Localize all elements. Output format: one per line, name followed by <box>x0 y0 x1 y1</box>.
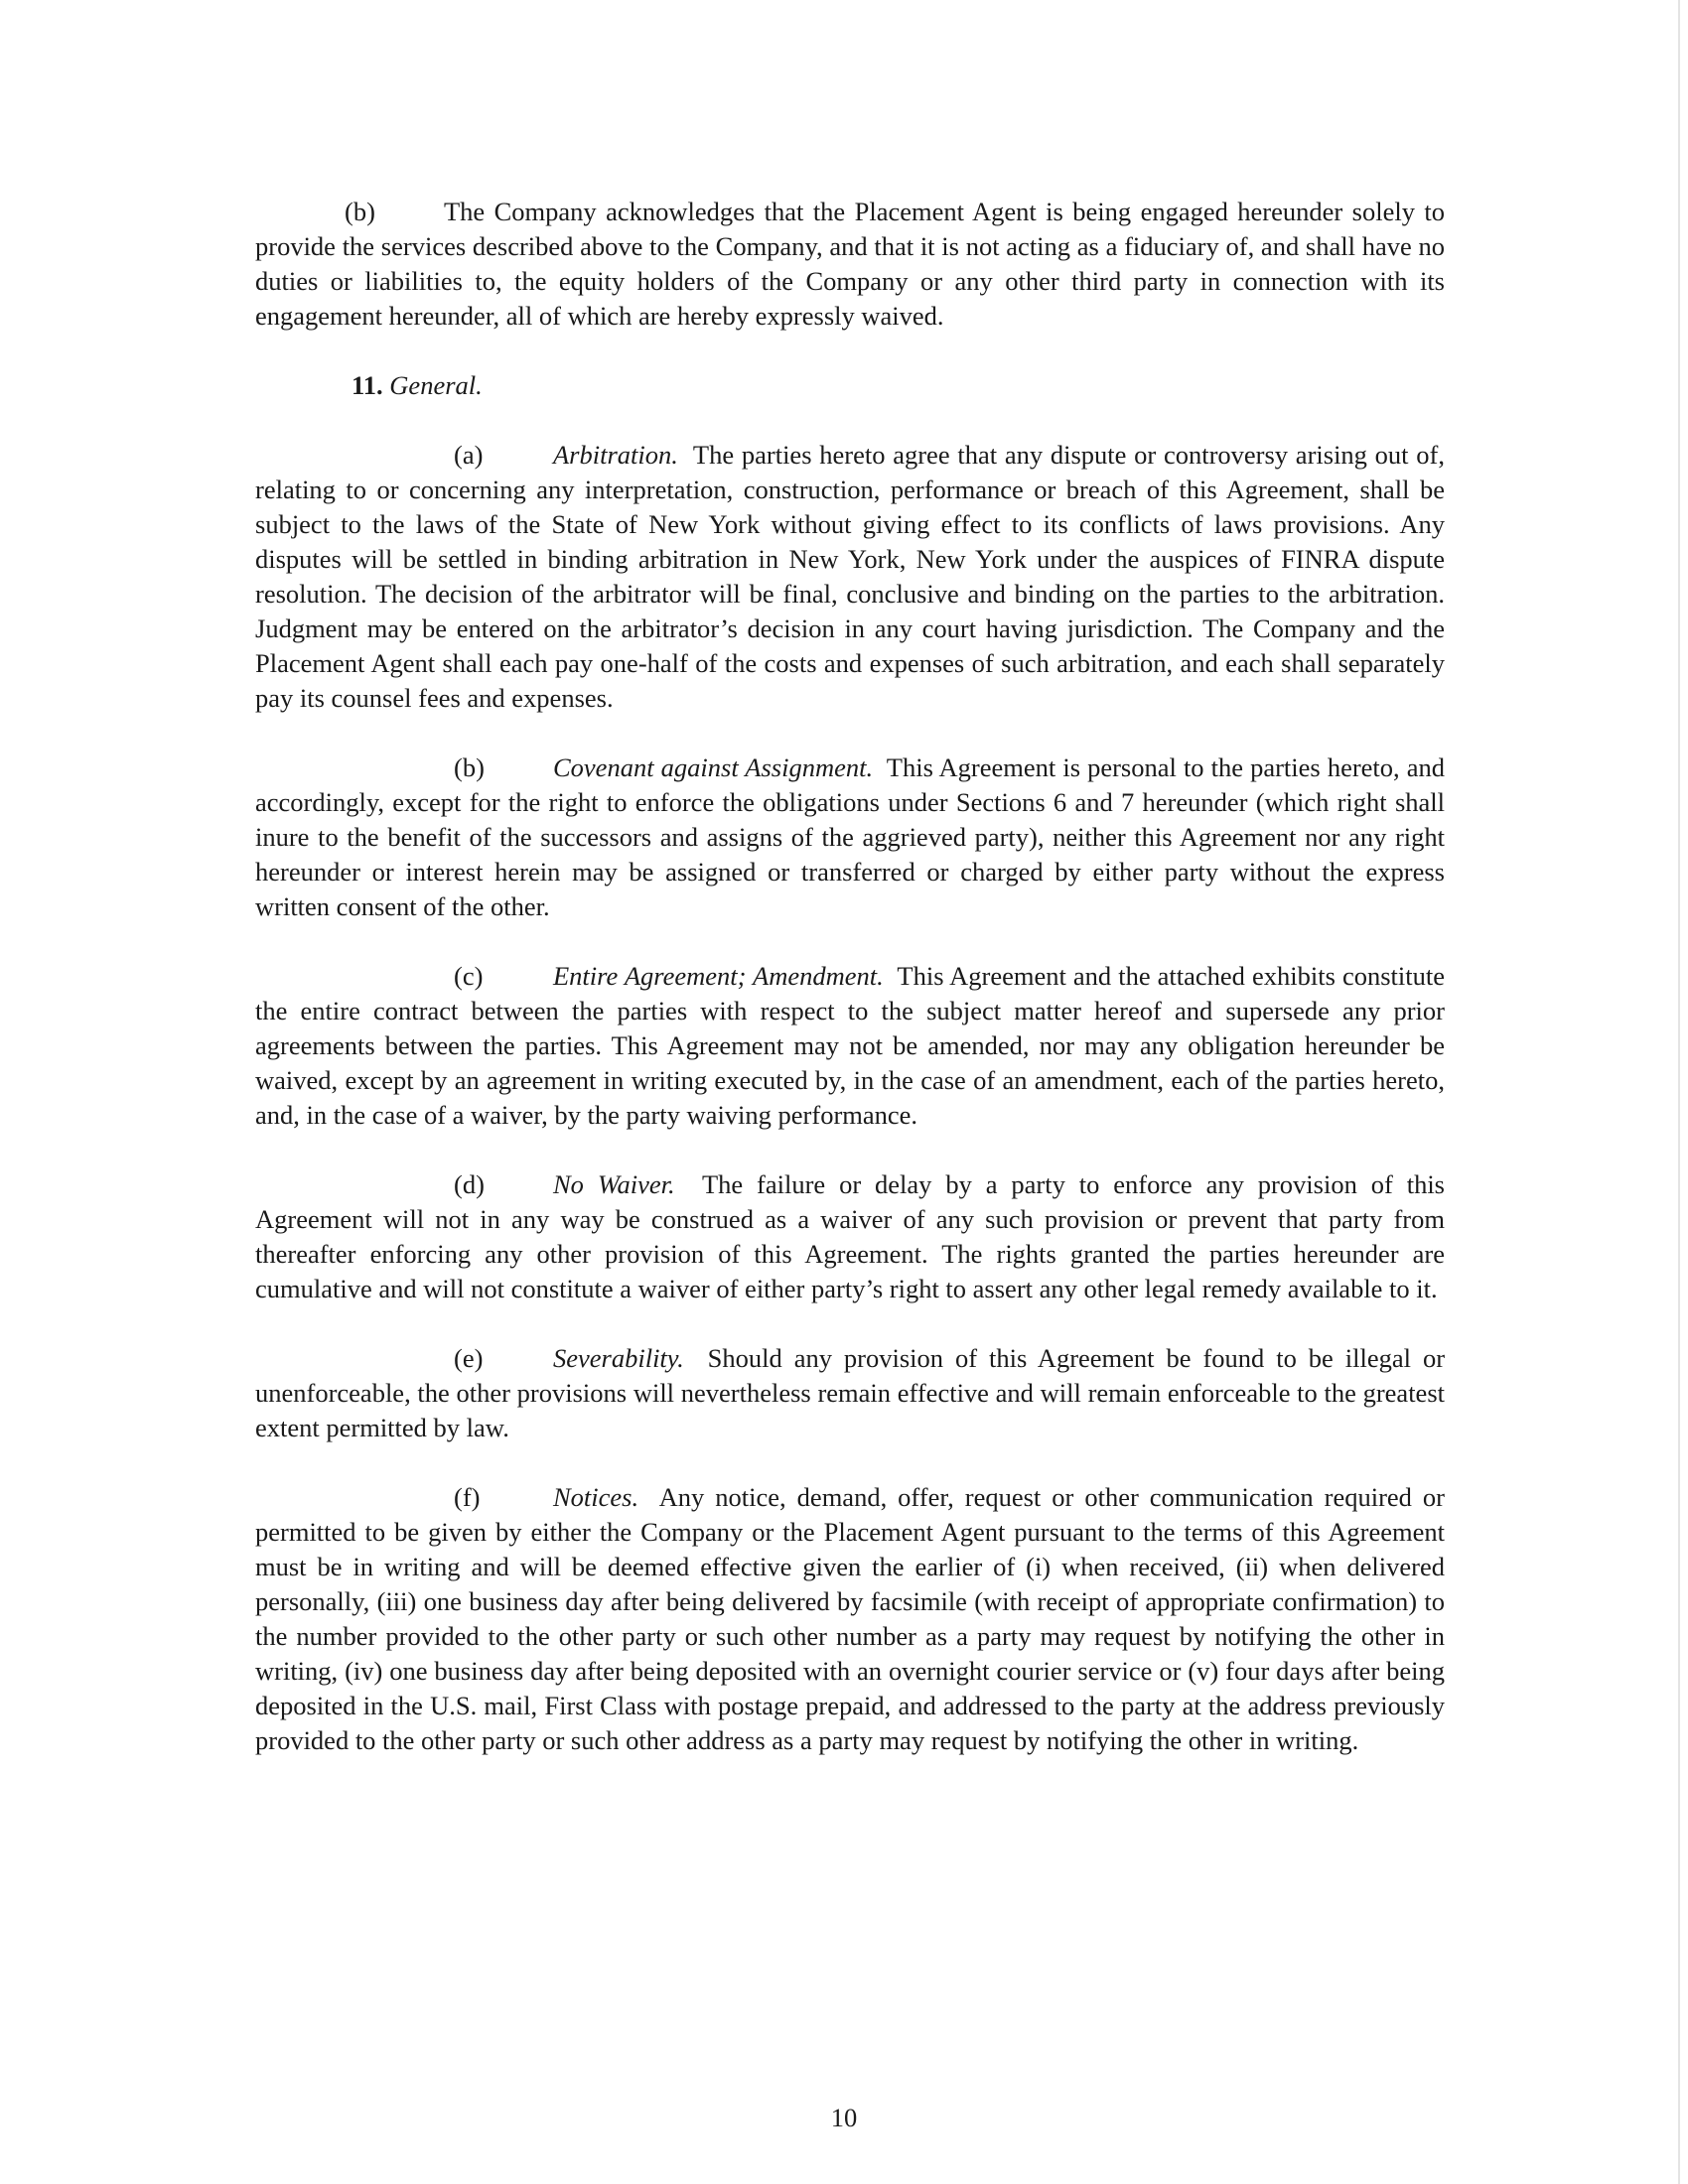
section-heading <box>352 368 1445 403</box>
subsection-entire-agreement <box>255 959 1445 1133</box>
subsection-title: Notices. <box>553 1482 639 1512</box>
subsection-text: This Agreement and the attached exhibits constitute the entire contract between the parties with respect to the subject matter hereof and supersede any prior agreements between the parties. This Agreement may not be amended, nor may any obligation hereunder be waived, except by an agreement in writing executed by, in the case of an amendment, each of the parties hereto, and, in the case of a waiver, by the party waiving performance. <box>255 961 1445 1130</box>
subsection-title: Severability. <box>553 1343 684 1373</box>
subsection-title: Entire Agreement; Amendment. <box>553 961 884 991</box>
intro-paragraph <box>255 195 1445 334</box>
subsection-text: Should any provision of this Agreement be found to be illegal or unenforceable, the other provisions will nevertheless remain effective and will remain enforceable to the greatest extent permitted by law. <box>255 1343 1446 1442</box>
subsection-severability <box>255 1341 1445 1445</box>
subsection-covenant-against-assignment <box>255 751 1445 924</box>
subsection-notices <box>255 1480 1445 1758</box>
subsection-title: Arbitration. <box>553 440 678 470</box>
subsection-text: This Agreement is personal to the parties hereto, and accordingly, except for the right to enforce the obligations under Sections 6 and 7 hereunder (which right shall inure to the benefit of the successors and assigns of the aggrieved party), neither this Agreement nor any right hereunder or interest herein may be assigned or transferred or charged by either party without the express written consent of the other. <box>255 752 1445 921</box>
subsection-arbitration <box>255 438 1445 716</box>
subsection-label: (b) <box>454 752 485 782</box>
scan-edge-shadow <box>1678 0 1680 2184</box>
subsection-text: The parties hereto agree that any dispute or controversy arising out of, relating to or concerning any interpretation, construction, performance or breach of this Agreement, shall be subject to the laws of the State of New York without giving effect to its conflicts of laws provisions. Any disputes will be settled in binding arbitration in New York, New York under the auspices of FINRA dispute resolution. The decision of the arbitrator will be final, conclusive and binding on the parties to the arbitration. Judgment may be entered on the arbitrator’s decision in any court having jurisdiction. The Company and the Placement Agent shall each pay one-half of the costs and expenses of such arbitration, and each shall separately pay its counsel fees and expenses. <box>255 440 1445 713</box>
subsection-label: (f) <box>454 1482 481 1512</box>
subsection-text: The failure or delay by a party to enforce any provision of this Agreement will not in any way be construed as a waiver of any such provision or prevent that party from thereafter enforcing any other provision of this Agreement. The rights granted the parties hereunder are cumulative and will not constitute a waiver of either party’s right to assert any other legal remedy available to it. <box>255 1169 1445 1303</box>
section-number: 11. <box>352 370 383 400</box>
subsection-no-waiver <box>255 1167 1445 1306</box>
section-title: General. <box>389 370 483 400</box>
intro-text: The Company acknowledges that the Placement Agent is being engaged hereunder solely to provide the services described above to the Company, and that it is not acting as a fiduciary of, and shall have no duties or liabilities to, the equity holders of the Company or any other third party in connection with its engagement hereunder, all of which are hereby expressly waived. <box>255 197 1445 331</box>
subsection-text: Any notice, demand, offer, request or other communication required or permitted to be given by either the Company or the Placement Agent pursuant to the terms of this Agreement must be in writing and will be deemed effective given the earlier of (i) when received, (ii) when delivered personally, (iii) one business day after being delivered by facsimile (with receipt of appropriate confirmation) to the number provided to the other party or such other number as a party may request by notifying the other in writing, (iv) one business day after being deposited with an overnight courier service or (v) four days after being deposited in the U.S. mail, First Class with postage prepaid, and addressed to the party at the address previously provided to the other party or such other address as a party may request by notifying the other in writing. <box>255 1482 1445 1755</box>
subsection-title: No Waiver. <box>553 1169 675 1199</box>
subsection-title: Covenant against Assignment. <box>553 752 874 782</box>
document-body <box>255 195 1445 1758</box>
page-number: 10 <box>830 2103 858 2132</box>
subsection-label: (a) <box>454 440 484 470</box>
subsection-label: (d) <box>454 1169 485 1199</box>
subsection-label: (e) <box>454 1343 484 1373</box>
intro-label: (b) <box>345 197 375 226</box>
subsection-label: (c) <box>454 961 484 991</box>
